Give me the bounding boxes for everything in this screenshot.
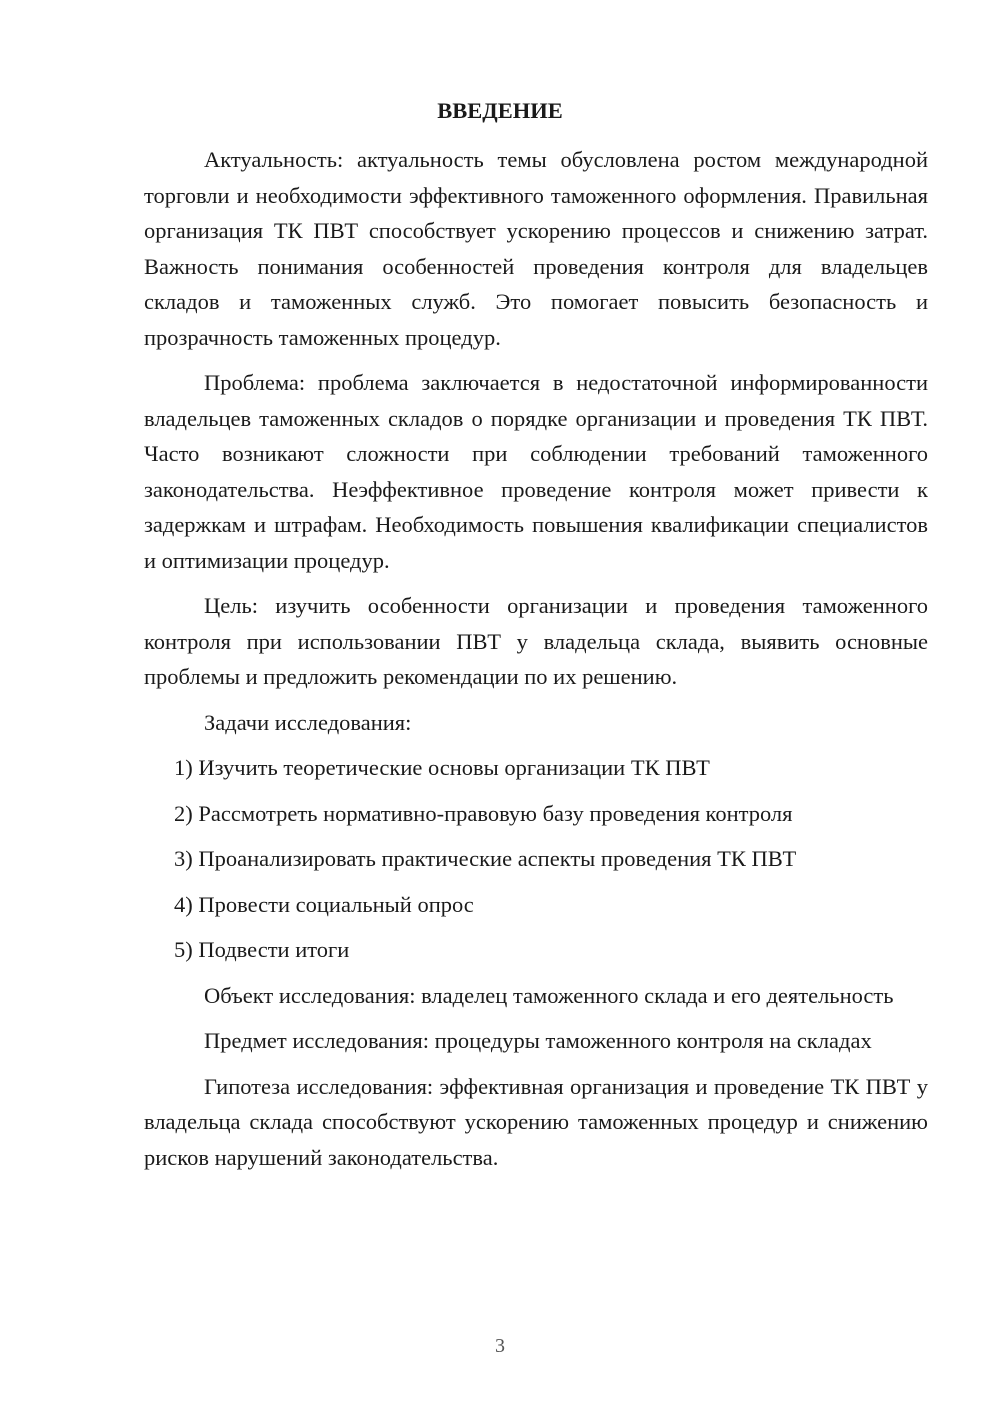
page-number: 3 (495, 1335, 505, 1357)
task-item: 4) Провести социальный опрос (174, 891, 474, 917)
paragraph-object: Объект исследования: владелец таможенного склада и его деятельность (204, 982, 894, 1008)
page-title: ВВЕДЕНИЕ (437, 98, 563, 123)
paragraph-subject: Предмет исследования: процедуры таможенного контроля на складах (204, 1028, 872, 1053)
paragraph-problem: Проблема: проблема заключается в недостаточной информированности владельцев таможенных складов о порядке организации и проведения ТК ПВТ. Часто возникают сложности при соблюдении требований таможенного законодательства. Неэффективное проведение контроля может привести к задержкам и штрафам. Необходимость повышения квалификации специалистов и оптимизации процедур. (144, 370, 928, 573)
document-body (144, 142, 928, 1185)
task-item: 3) Проанализировать практические аспекты проведения ТК ПВТ (174, 846, 797, 871)
paragraph-hypothesis: Гипотеза исследования: эффективная организация и проведение ТК ПВТ у владельца склада способствуют ускорению таможенных процедур и снижению рисков нарушений законодательства. (144, 1073, 928, 1170)
task-item: 2) Рассмотреть нормативно-правовую базу проведения контроля (174, 800, 793, 826)
task-item: 1) Изучить теоретические основы организации ТК ПВТ (174, 755, 710, 780)
task-item: 5) Подвести итоги (174, 937, 350, 962)
paragraph-relevance: Актуальность: актуальность темы обусловлена ростом международной торговли и необходимости эффективного таможенного оформления. Правильная организация ТК ПВТ способствует ускорению процессов и снижению затрат. Важность понимания особенностей проведения контроля для владельцев складов и таможенных служб. Это помогает повысить безопасность и прозрачность таможенных процедур. (144, 147, 928, 350)
tasks-heading: Задачи исследования: (204, 709, 412, 735)
paragraph-goal: Цель: изучить особенности организации и проведения таможенного контроля при использовании ПВТ у владельца склада, выявить основные проблемы и предложить рекомендации по их решению. (144, 593, 928, 689)
